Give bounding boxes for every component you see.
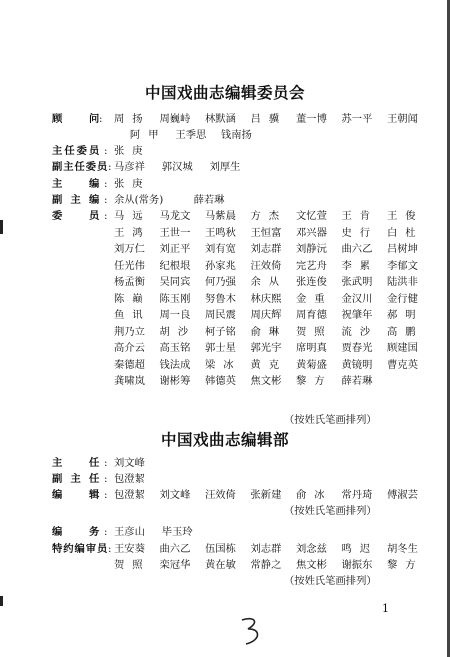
- person-name: 王彦山: [114, 526, 145, 538]
- person-name: 张新建: [250, 489, 282, 501]
- person-name: 黎方: [387, 559, 424, 571]
- person-name: 郭汉城: [161, 161, 193, 173]
- label-char: 务: [89, 526, 100, 538]
- person-name: 胡冬生: [387, 543, 418, 555]
- person-name: 汪效倚: [250, 259, 282, 272]
- person-name: 周巍峙: [159, 113, 191, 125]
- person-name: 黄在敏: [205, 559, 236, 571]
- person-name: 张庚: [114, 178, 151, 190]
- person-name: 陈玉刚: [159, 292, 191, 305]
- person-name: 刘念兹: [296, 543, 327, 555]
- binding-mark: [0, 220, 3, 234]
- label-char: 任: [89, 473, 100, 485]
- person-name: 吴同宾: [159, 276, 191, 288]
- person-name: 流沙: [341, 325, 379, 338]
- label-char: 顾: [52, 113, 63, 125]
- person-name: 努鲁木: [205, 292, 236, 305]
- label-char: 主: [52, 457, 63, 469]
- label-char: 编: [52, 489, 63, 501]
- person-name: 薛若琳: [341, 375, 373, 387]
- person-name: 金重: [296, 292, 333, 305]
- person-name: 刘正平: [159, 243, 191, 255]
- vice-chair-row: [52, 159, 447, 175]
- colon: :: [104, 210, 108, 222]
- label-char: 主: [63, 161, 74, 173]
- person-name: 柯子铭: [205, 325, 236, 338]
- person-name: 高玉铭: [159, 342, 191, 354]
- person-name: 胡沙: [159, 325, 197, 338]
- editor-in-chief-row: [52, 176, 447, 192]
- person-name: 张连俊: [296, 276, 327, 288]
- person-name: 俞冰: [296, 489, 333, 501]
- person-name: 方杰: [250, 210, 288, 222]
- person-name: 王鸣秋: [205, 226, 236, 239]
- label-char: 审: [85, 543, 97, 555]
- person-name: 王鸿: [114, 226, 151, 239]
- person-name: 吕骥: [250, 113, 288, 125]
- person-name: 完艺舟: [296, 259, 327, 272]
- person-name: 郭光宇: [250, 342, 282, 354]
- person-name: 贾春光: [341, 342, 373, 354]
- person-name: 王俊: [387, 210, 424, 222]
- person-name: 钱法成: [159, 358, 191, 371]
- members-row: [52, 340, 447, 356]
- person-name: 曲六乙: [159, 543, 191, 555]
- person-name: 马紫晨: [205, 210, 236, 222]
- person-name: 曲六乙: [341, 243, 373, 255]
- colon: :: [104, 473, 108, 485]
- person-name: 俞琳: [250, 325, 288, 338]
- colon: :: [99, 113, 103, 125]
- advisers-row-2: [52, 127, 447, 143]
- person-name: 贺照: [296, 325, 333, 338]
- person-name: 王朝闻: [387, 113, 418, 125]
- members-row: [52, 291, 447, 307]
- person-name: 傅淑芸: [387, 489, 418, 501]
- label-char: 员: [89, 145, 100, 157]
- person-name: 刘志群: [250, 543, 282, 555]
- person-name: 秦德超: [114, 358, 145, 371]
- label-char: 员: [89, 210, 100, 222]
- label-char: 员: [97, 161, 108, 173]
- person-name: 白杜: [387, 226, 424, 239]
- colon: :: [108, 543, 112, 555]
- person-name: 薛若琳: [193, 194, 225, 206]
- person-name: 金行健: [387, 292, 418, 305]
- person-name: 顾建国: [387, 342, 418, 354]
- person-name: 苏一平: [341, 113, 373, 125]
- label-char: 任: [64, 145, 75, 157]
- person-name: 包澄絜: [114, 489, 145, 501]
- label-char: 主: [52, 145, 63, 157]
- members-row: [52, 258, 447, 274]
- label-char: 特: [52, 543, 63, 555]
- colon: :: [104, 194, 108, 206]
- person-name: 马龙文: [159, 210, 191, 222]
- person-name: 王恒富: [250, 226, 282, 239]
- page-number: 1: [382, 602, 389, 615]
- department-title: 中国戏曲志编辑部: [160, 431, 289, 449]
- deputy-editor-row: [52, 192, 447, 208]
- person-name: 余从(常务): [114, 194, 164, 206]
- label-char: 编: [74, 543, 85, 555]
- person-name: 孙家兆: [205, 259, 236, 272]
- person-name: 黄克: [250, 358, 288, 371]
- person-name: 汪效倚: [205, 489, 236, 501]
- editors-ordering-note: （按姓氏笔画排列）: [284, 505, 377, 517]
- person-name: 谢彬筹: [159, 375, 191, 387]
- label-char: 委: [85, 161, 97, 173]
- person-name: 鱼讯: [114, 309, 151, 321]
- person-name: 阿甲: [129, 129, 167, 141]
- label-char: 任: [74, 161, 85, 173]
- label-char: 委: [52, 210, 63, 222]
- person-name: 栾冠华: [159, 559, 191, 571]
- members-row: [52, 225, 447, 241]
- person-name: 王肯: [341, 210, 379, 222]
- special-editors-ordering-note: （按姓氏笔画排列）: [284, 575, 377, 587]
- chair-row: [52, 143, 447, 159]
- person-name: 毕玉玲: [161, 526, 193, 538]
- deputy-director-row: [52, 471, 447, 487]
- person-name: 张庚: [114, 145, 151, 157]
- members-row: [52, 373, 447, 389]
- person-name: 马远: [114, 210, 151, 222]
- person-name: 邓兴器: [296, 226, 327, 239]
- person-name: 梁冰: [205, 358, 242, 371]
- colon: :: [104, 526, 108, 538]
- committee-ordering-note: （按姓氏笔画排列）: [284, 414, 377, 426]
- label-char: 副: [52, 194, 63, 206]
- colon: :: [108, 161, 112, 173]
- label-char: 约: [63, 543, 74, 555]
- person-name: 刘文峰: [159, 489, 191, 501]
- person-name: 周庆辉: [250, 309, 282, 321]
- person-name: 王世一: [159, 226, 191, 239]
- label-char: 副: [52, 473, 63, 485]
- person-name: 王季思: [175, 129, 207, 141]
- person-name: 曹克英: [387, 358, 418, 371]
- special-editors-row-1: [52, 541, 447, 557]
- members-row: [52, 324, 447, 340]
- members-row: [52, 241, 447, 257]
- person-name: 包澄絜: [114, 473, 145, 485]
- person-name: 伍国栋: [205, 543, 236, 555]
- person-name: 龚啸岚: [114, 375, 145, 387]
- person-name: 谢振东: [341, 559, 373, 571]
- person-name: 周扬: [114, 113, 151, 125]
- label-char: 编: [89, 178, 100, 190]
- person-name: 周民震: [205, 309, 236, 321]
- person-name: 刘静沅: [296, 243, 327, 255]
- label-char: 辑: [89, 489, 100, 501]
- person-name: 常静之: [250, 559, 282, 571]
- person-name: 高介云: [114, 342, 145, 354]
- person-name: 吕树坤: [387, 243, 418, 255]
- colon: :: [104, 145, 108, 157]
- label-char: 任: [89, 457, 100, 469]
- special-editors-row-2: [52, 557, 447, 573]
- person-name: 刘志群: [250, 243, 282, 255]
- person-name: 李累: [341, 259, 379, 272]
- label-char: 副: [52, 161, 63, 173]
- person-name: 王安葵: [114, 543, 145, 555]
- committee-title: 中国戏曲志编辑委员会: [144, 84, 305, 102]
- members-row: [52, 357, 447, 373]
- person-name: 董一博: [296, 113, 327, 125]
- person-name: 陆洪非: [387, 276, 418, 288]
- person-name: 祝肇年: [341, 309, 373, 321]
- person-name: 鸣迟: [341, 543, 379, 555]
- binding-mark: [0, 596, 3, 606]
- advisers-row-1: [52, 111, 447, 127]
- person-name: 常丹琦: [341, 489, 373, 501]
- members-row: [52, 274, 447, 290]
- person-name: 焦文彬: [250, 375, 282, 387]
- person-name: 韩德英: [205, 375, 236, 387]
- director-row: [52, 455, 447, 471]
- person-name: 杨孟衡: [114, 276, 145, 288]
- label-char: 委: [76, 145, 87, 157]
- person-name: 钱南扬: [220, 129, 252, 141]
- person-name: 焦文彬: [296, 559, 327, 571]
- editors-row: [52, 487, 447, 503]
- person-name: 高鹏: [387, 325, 424, 338]
- person-name: 郝明: [387, 309, 424, 321]
- person-name: 黎方: [296, 375, 333, 387]
- label-char: 员: [97, 543, 108, 555]
- person-name: 郭士星: [205, 342, 236, 354]
- person-name: 贺照: [114, 559, 151, 571]
- person-name: 李郁文: [387, 259, 418, 272]
- colon: :: [104, 178, 108, 190]
- person-name: 纪根垠: [159, 259, 191, 272]
- label-char: 问: [89, 113, 100, 125]
- colon: :: [104, 457, 108, 469]
- person-name: 黄菊盛: [296, 358, 327, 371]
- person-name: 史行: [341, 226, 379, 239]
- person-name: 余从: [250, 276, 288, 288]
- person-name: 何乃强: [205, 276, 236, 288]
- person-name: 张武明: [341, 276, 373, 288]
- person-name: 刘有宽: [205, 243, 236, 255]
- person-name: 周育德: [296, 309, 327, 321]
- person-name: 荆乃立: [114, 325, 145, 338]
- colon: :: [104, 489, 108, 501]
- person-name: 刘厚生: [209, 161, 241, 173]
- person-name: 陈巅: [114, 292, 151, 305]
- person-name: 文忆萱: [296, 210, 327, 222]
- label-char: 主: [52, 178, 63, 190]
- members-row: [52, 307, 447, 323]
- label-char: 主: [70, 473, 81, 485]
- label-char: 主: [70, 194, 81, 206]
- members-row: [52, 208, 447, 224]
- label-char: 编: [89, 194, 100, 206]
- person-name: 林默涵: [205, 113, 236, 125]
- person-name: 席明真: [296, 342, 327, 354]
- person-name: 刘万仁: [114, 243, 145, 255]
- person-name: 周一良: [159, 309, 191, 321]
- clerks-row: [52, 524, 447, 540]
- person-name: 刘文峰: [114, 457, 145, 469]
- handwritten-mark-3: [234, 614, 268, 648]
- person-name: 林庆熙: [250, 292, 282, 305]
- person-name: 马彦祥: [114, 161, 145, 173]
- person-name: 任光伟: [114, 259, 145, 272]
- person-name: 金汉川: [341, 292, 373, 305]
- label-char: 编: [52, 526, 63, 538]
- person-name: 黄镜明: [341, 358, 373, 371]
